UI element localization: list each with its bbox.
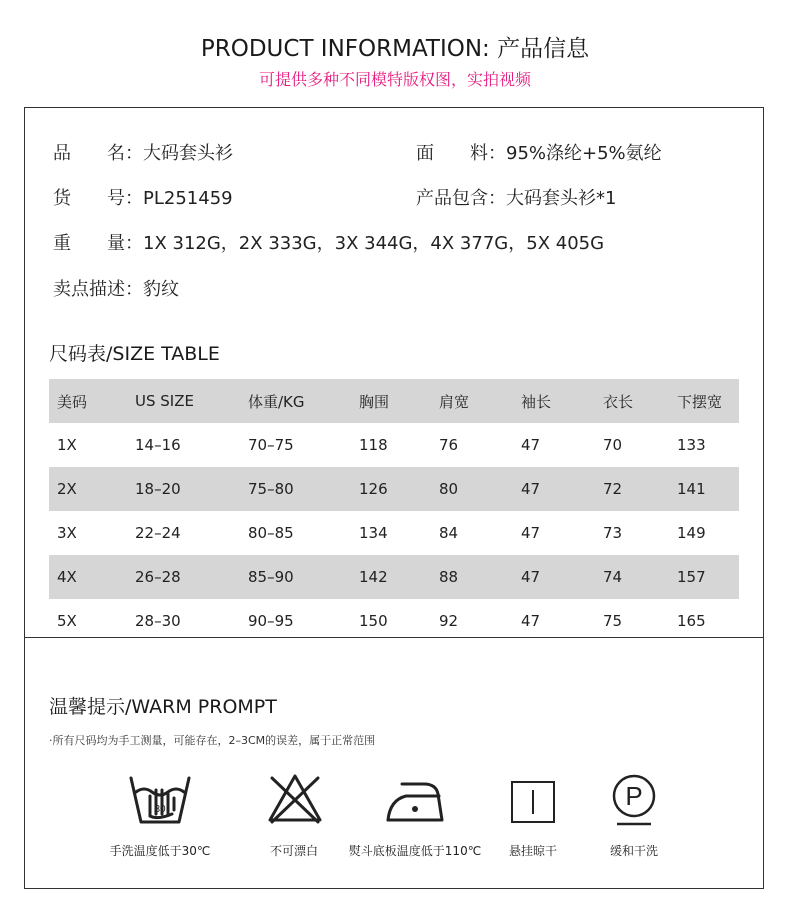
table-cell: 5X bbox=[57, 612, 77, 630]
table-cell: 4X bbox=[57, 568, 77, 586]
table-cell: 90–95 bbox=[248, 612, 294, 630]
hand-wash-icon bbox=[128, 772, 192, 828]
table-cell: 22–24 bbox=[135, 524, 181, 542]
table-cell: 47 bbox=[521, 480, 541, 498]
table-cell: 165 bbox=[677, 612, 706, 630]
table-cell: 80 bbox=[439, 480, 459, 498]
info-selling bbox=[53, 275, 179, 301]
info-code bbox=[53, 184, 233, 210]
info-selling-value: 豹纹 bbox=[143, 279, 179, 300]
table-cell: 73 bbox=[603, 524, 623, 542]
table-cell: 47 bbox=[521, 524, 541, 542]
info-name-label: 品 名： bbox=[53, 143, 143, 164]
no-bleach-icon bbox=[266, 772, 324, 824]
table-row bbox=[49, 555, 739, 599]
page-subtitle: 可提供多种不同模特版权图，实拍视频 bbox=[258, 70, 531, 89]
table-cell: 47 bbox=[521, 568, 541, 586]
table-cell: 84 bbox=[439, 524, 459, 542]
info-includes bbox=[416, 184, 616, 210]
table-cell: 72 bbox=[603, 480, 623, 498]
dry-clean-icon bbox=[611, 772, 657, 830]
table-cell: 74 bbox=[603, 568, 623, 586]
info-includes-label: 产品包含： bbox=[416, 188, 506, 209]
header-cell: 衣长 bbox=[603, 392, 634, 411]
header-cell: 体重/KG bbox=[248, 392, 305, 411]
table-row bbox=[49, 511, 739, 555]
iron-icon bbox=[384, 776, 446, 824]
header-cell: 下摆宽 bbox=[677, 392, 723, 411]
table-cell: 150 bbox=[359, 612, 388, 630]
table-cell: 14–16 bbox=[135, 436, 181, 454]
table-cell: 85–90 bbox=[248, 568, 294, 586]
care-label-line-dry: 悬挂晾干 bbox=[508, 844, 557, 858]
table-cell: 133 bbox=[677, 436, 706, 454]
measurement-note: ·所有尺码均为手工测量，可能存在，2–3CM的误差，属于正常范围 bbox=[49, 734, 376, 747]
table-row bbox=[49, 467, 739, 511]
table-cell: 142 bbox=[359, 568, 388, 586]
table-cell: 1X bbox=[57, 436, 77, 454]
table-cell: 28–30 bbox=[135, 612, 181, 630]
table-cell: 75–80 bbox=[248, 480, 294, 498]
info-selling-label: 卖点描述： bbox=[53, 279, 143, 300]
table-cell: 76 bbox=[439, 436, 459, 454]
table-cell: 80–85 bbox=[248, 524, 294, 542]
care-label-hand-wash: 手洗温度低于30℃ bbox=[109, 844, 211, 858]
table-row bbox=[49, 423, 739, 467]
table-cell: 88 bbox=[439, 568, 459, 586]
table-cell: 134 bbox=[359, 524, 388, 542]
table-cell: 70 bbox=[603, 436, 623, 454]
size-table-header-row bbox=[49, 379, 739, 423]
line-dry-icon bbox=[510, 780, 556, 824]
info-includes-value: 大码套头衫*1 bbox=[506, 188, 617, 209]
info-weight-value: 1X 312G，2X 333G，3X 344G，4X 377G，5X 405G bbox=[143, 233, 605, 254]
info-code-value: PL251459 bbox=[143, 188, 233, 209]
table-cell: 126 bbox=[359, 480, 388, 498]
table-cell: 47 bbox=[521, 436, 541, 454]
dry-clean-mark: P bbox=[625, 781, 643, 811]
table-row bbox=[49, 599, 739, 643]
hand-wash-temp: 30 bbox=[154, 804, 166, 815]
info-fabric bbox=[416, 139, 662, 165]
table-cell: 2X bbox=[57, 480, 77, 498]
header-cell: 肩宽 bbox=[439, 392, 470, 411]
table-cell: 47 bbox=[521, 612, 541, 630]
care-label-dry-clean: 缓和干洗 bbox=[609, 844, 658, 858]
table-cell: 3X bbox=[57, 524, 77, 542]
warm-prompt-title: 温馨提示/WARM PROMPT bbox=[49, 696, 277, 718]
table-cell: 157 bbox=[677, 568, 706, 586]
table-cell: 75 bbox=[603, 612, 623, 630]
header-cell: 袖长 bbox=[521, 392, 552, 411]
header-cell: 美码 bbox=[57, 392, 88, 411]
info-fabric-value: 95%涤纶+5%氨纶 bbox=[506, 143, 662, 164]
header-cell: US SIZE bbox=[135, 392, 194, 410]
size-table-title: 尺码表/SIZE TABLE bbox=[49, 343, 220, 365]
table-cell: 92 bbox=[439, 612, 459, 630]
table-cell: 149 bbox=[677, 524, 706, 542]
table-cell: 70–75 bbox=[248, 436, 294, 454]
header-cell: 胸围 bbox=[359, 392, 390, 411]
info-weight bbox=[53, 229, 604, 255]
info-weight-label: 重 量： bbox=[53, 233, 143, 254]
table-cell: 26–28 bbox=[135, 568, 181, 586]
care-label-iron: 熨斗底板温度低于110℃ bbox=[348, 844, 482, 858]
table-cell: 18–20 bbox=[135, 480, 181, 498]
info-code-label: 货 号： bbox=[53, 188, 143, 209]
size-table bbox=[49, 379, 739, 643]
table-cell: 118 bbox=[359, 436, 388, 454]
care-label-no-bleach: 不可漂白 bbox=[269, 844, 318, 858]
info-name bbox=[53, 139, 233, 165]
table-cell: 141 bbox=[677, 480, 706, 498]
info-fabric-label: 面 料： bbox=[416, 143, 506, 164]
info-name-value: 大码套头衫 bbox=[143, 143, 233, 164]
page-title: PRODUCT INFORMATION: 产品信息 bbox=[200, 36, 590, 62]
